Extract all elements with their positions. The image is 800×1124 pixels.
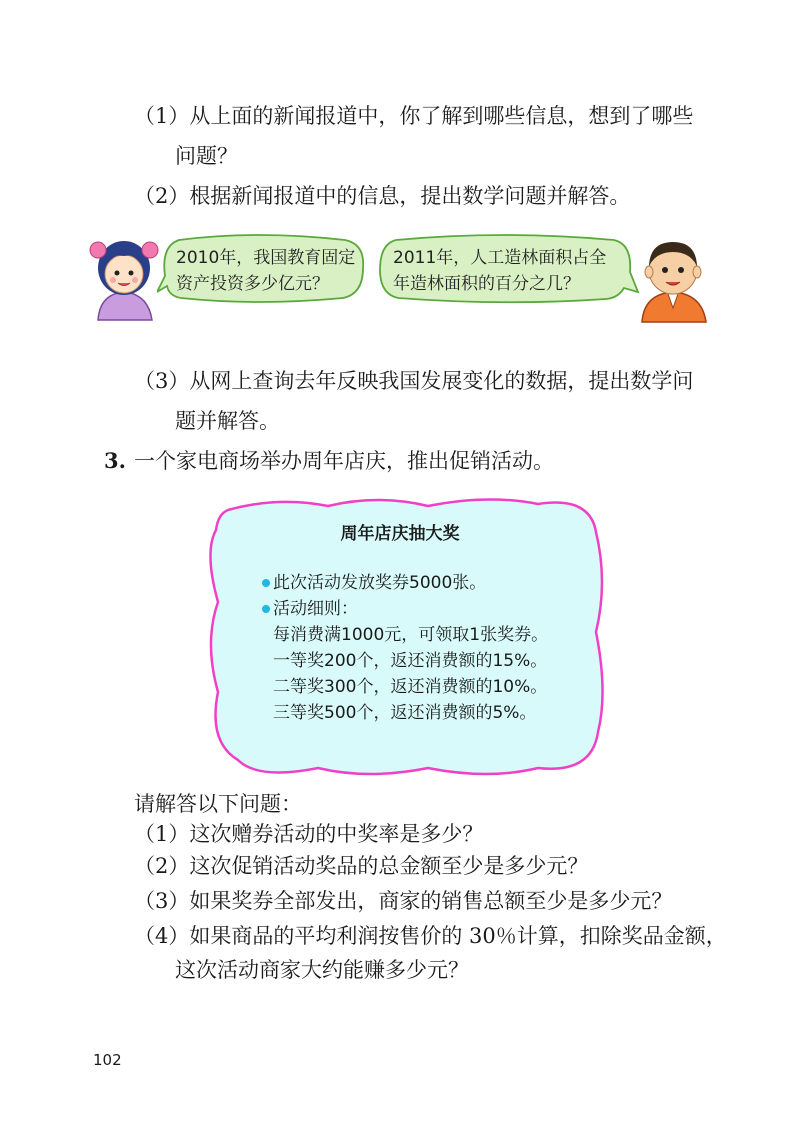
question-text: 如果奖券全部发出，商家的销售总额至少是多少元？ xyxy=(189,889,673,913)
question-text: 从网上查询去年反映我国发展变化的数据，提出数学问 xyxy=(189,369,694,393)
bullet-dot-icon xyxy=(262,605,270,613)
question-number: （2） xyxy=(134,854,190,878)
question-3-line xyxy=(134,366,693,396)
question-text: 如果商品的平均利润按售价的 30％计算，扣除奖品金额， xyxy=(189,924,727,948)
notice-rule-3: 二等奖300个，返还消费额的10%。 xyxy=(273,677,548,697)
page-number: 102 xyxy=(93,1051,122,1069)
boy-bubble-line-2: 年造林面积的百分之几？ xyxy=(393,274,580,294)
exercise-3-line xyxy=(104,446,554,476)
question-1-continuation: 问题？ xyxy=(175,144,238,168)
question-2-line xyxy=(134,181,630,211)
sub-question-1 xyxy=(134,819,483,849)
question-number: （2） xyxy=(134,184,190,208)
question-number: （1） xyxy=(134,822,190,846)
notice-rule-2: 一等奖200个，返还消费额的15%。 xyxy=(273,651,548,671)
question-text: 这次赠券活动的中奖率是多少？ xyxy=(189,822,484,846)
boy-illustration xyxy=(636,228,710,324)
question-text: 根据新闻报道中的信息，提出数学问题并解答。 xyxy=(189,184,631,208)
sub-question-4-continuation: 这次活动商家大约能赚多少元？ xyxy=(175,958,469,982)
question-1-line xyxy=(134,101,693,131)
sub-question-3 xyxy=(134,886,672,916)
bullet-dot-icon xyxy=(262,579,270,587)
notice-rule-4: 三等奖500个，返还消费额的5%。 xyxy=(273,703,537,723)
notice-bullet-2: 活动细则： xyxy=(273,599,358,619)
question-text: 这次促销活动奖品的总金额至少是多少元？ xyxy=(189,854,589,878)
answer-prompt: 请解答以下问题： xyxy=(134,792,302,816)
sub-question-2 xyxy=(134,851,588,881)
sub-question-4 xyxy=(134,921,727,951)
girl-bubble-line-1: 2010年，我国教育固定 xyxy=(176,248,356,268)
exercise-number: 3. xyxy=(104,448,126,473)
question-number: （3） xyxy=(134,369,190,393)
question-text: 从上面的新闻报道中，你了解到哪些信息，想到了哪些 xyxy=(189,104,694,128)
question-3-continuation: 题并解答。 xyxy=(175,409,280,433)
question-number: （1） xyxy=(134,104,190,128)
girl-bubble-line-2: 资产投资多少亿元？ xyxy=(176,274,329,294)
question-number: （4） xyxy=(134,924,190,948)
notice-bullet-1: 此次活动发放奖券5000张。 xyxy=(273,573,487,593)
boy-bubble-line-1: 2011年，人工造林面积占全 xyxy=(393,248,607,268)
girl-illustration xyxy=(88,228,160,324)
exercise-text: 一个家电商场举办周年店庆，推出促销活动。 xyxy=(134,449,554,473)
question-number: （3） xyxy=(134,889,190,913)
notice-title: 周年店庆抽大奖 xyxy=(340,524,460,544)
notice-rule-1: 每消费满1000元，可领取1张奖券。 xyxy=(273,625,549,645)
